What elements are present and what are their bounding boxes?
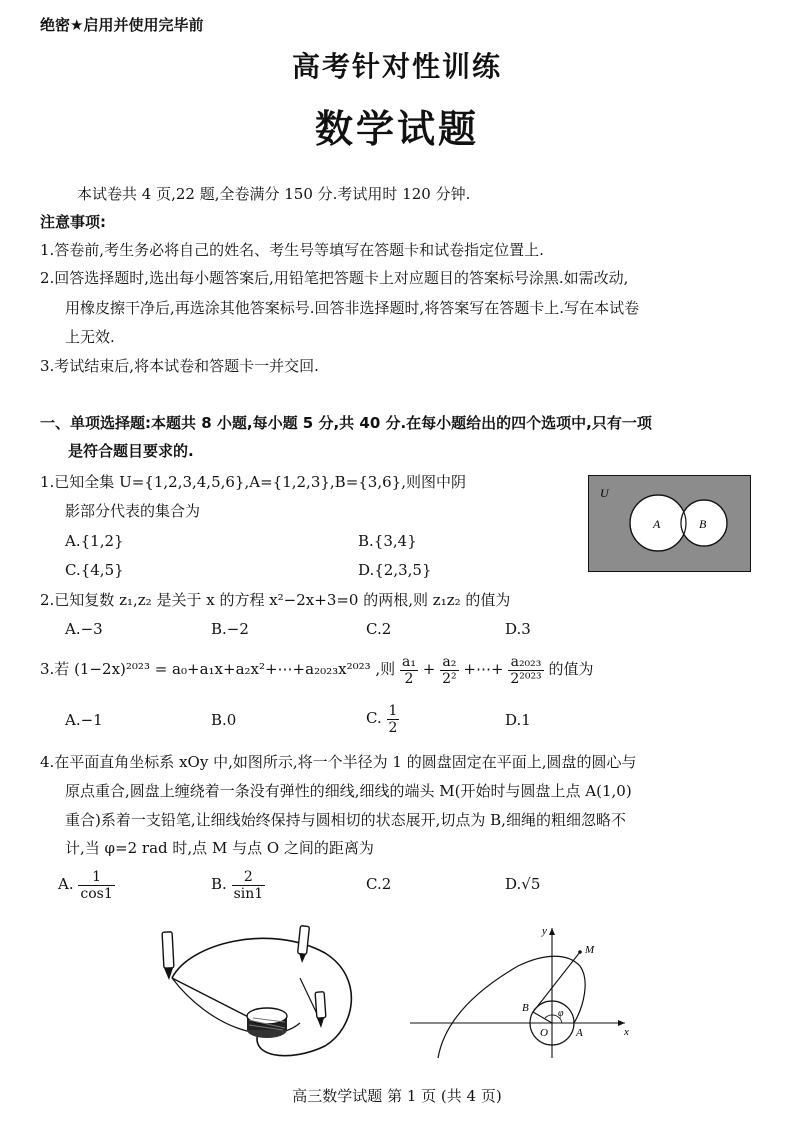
question-3-option-d: D.1 [505, 711, 531, 729]
question-1-option-c: C.{4,5} [65, 561, 124, 579]
question-3-prefix: 3.若 (1−2x)²⁰²³ = a₀+a₁x+a₂x²+⋯+a₂₀₂₃x²⁰²³ ,则 [40, 660, 396, 678]
question-4-option-a: A. $\frac{1}{\cos 1}$ [58, 868, 113, 902]
involute-coordinate-diagram [400, 918, 640, 1068]
question-1-stem-line-2: 影部分代表的集合为 [65, 502, 201, 520]
fraction-a2023-over-2-pow: $\frac{\text{a₂₀₂₃}}{\text{2²⁰²³}}$ [510, 653, 542, 687]
spool-icon [247, 1008, 287, 1038]
fraction-a1-over-2: $\frac{\text{a₁}}{2}$ [401, 653, 416, 687]
exam-subject-title: 数学试题 [314, 107, 479, 151]
question-3-option-b: B.0 [211, 711, 237, 729]
pencil-icon [162, 932, 174, 980]
question-4-stem: 4.在平面直角坐标系 xOy 中,如图所示,将一个半径为 1 的圆盘固定在平面上,圆盘的圆心与 [40, 753, 637, 771]
question-4-option-b: B. $\frac{2}{\sin 1}$ [211, 868, 264, 902]
question-4-stem-line-3: 重合)系着一支铅笔,让细线始终保持与圆相切的状态展开,切点为 B,细绳的粗细忽略不 [65, 811, 626, 829]
question-2-option-c: C.2 [366, 620, 392, 638]
notice-item-2-line-1: 2.回答选择题时,选出每小题答案后,用铅笔把答题卡上对应题目的答案标号涂黑.如需改动, [40, 269, 629, 287]
question-3-option-a: A.−1 [65, 711, 103, 729]
section-1-heading-line-2: 是符合题目要求的. [68, 442, 194, 460]
exam-intro: 本试卷共 4 页,22 题,全卷满分 150 分.考试用时 120 分钟. [77, 185, 471, 203]
point-label-m: M [585, 944, 595, 956]
point-label-a: A [576, 1027, 583, 1039]
angle-label-phi: φ [558, 1008, 564, 1019]
page-footer: 高三数学试题 第 1 页 (共 4 页) [292, 1087, 502, 1105]
confidential-mark: 绝密★启用并使用完毕前 [40, 16, 204, 34]
venn-label-u: U [600, 486, 609, 500]
point-label-b: B [522, 1002, 529, 1014]
question-1-option-b: B.{3,4} [358, 532, 417, 550]
notice-item-2-line-3: 上无效. [65, 328, 115, 346]
venn-diagram [588, 475, 751, 572]
question-2-option-d: D.3 [505, 620, 531, 638]
question-2-stem: 2.已知复数 z₁,z₂ 是关于 x 的方程 x²−2x+3=0 的两根,则 z₁z₂ 的值为 [40, 591, 511, 609]
question-1-stem: 1.已知全集 U={1,2,3,4,5,6},A={1,2,3},B={3,6},则图中阴 [40, 473, 466, 491]
notice-heading: 注意事项: [40, 213, 106, 231]
pencil-icon [298, 926, 310, 963]
question-2-option-b: B.−2 [211, 620, 249, 638]
notice-item-1: 1.答卷前,考生务必将自己的姓名、考生号等填写在答题卡和试卷指定位置上. [40, 241, 544, 259]
axis-label-y: y [542, 925, 547, 937]
pencil-string-illustration [150, 918, 355, 1058]
question-3-option-c: C. $\frac{1}{2}$ [366, 702, 398, 736]
venn-label-a: A [653, 517, 661, 531]
question-4-stem-line-2: 原点重合,圆盘上缠绕着一条没有弹性的细线,细线的端头 M(开始时与圆盘上点 A(1,0) [65, 782, 632, 800]
question-4-option-d: D.√5 [505, 875, 541, 893]
exam-series-title: 高考针对性训练 [291, 50, 502, 83]
question-1-option-d: D.{2,3,5} [358, 561, 432, 579]
fraction-a2-over-2-squared: $\frac{\text{a₂}}{\text{2²}}$ [442, 653, 457, 687]
question-4-stem-line-4: 计,当 φ=2 rad 时,点 M 与点 O 之间的距离为 [65, 839, 374, 857]
fraction-one-half: $\frac{1}{2}$ [388, 702, 398, 736]
notice-item-2-line-2: 用橡皮擦干净后,再选涂其他答案标号.回答非选择题时,将答案写在答题卡上.写在本试卷 [65, 299, 640, 317]
point-label-o: O [540, 1027, 548, 1039]
pencil-icon [315, 992, 326, 1028]
question-2-option-a: A.−3 [65, 620, 103, 638]
question-1-option-a: A.{1,2} [65, 532, 124, 550]
axis-label-x: x [624, 1026, 629, 1038]
section-1-heading: 一、单项选择题:本题共 8 小题,每小题 5 分,共 40 分.在每小题给出的四个选项中,只有一项 [40, 414, 652, 432]
question-4-option-c: C.2 [366, 875, 392, 893]
venn-label-b: B [699, 517, 707, 531]
notice-item-3: 3.考试结束后,将本试卷和答题卡一并交回. [40, 357, 319, 375]
question-3-stem: 3.若 (1−2x)²⁰²³ = a₀+a₁x+a₂x²+⋯+a₂₀₂₃x²⁰²³ ,则 $\frac{\text{a₁}}{2}$ + $\frac{\text{a₂}}{\text{2²}}$ +⋯+ $\frac{\text{a₂₀₂₃}}{\text{2²⁰²³}}$ 的值为 [40, 653, 594, 687]
